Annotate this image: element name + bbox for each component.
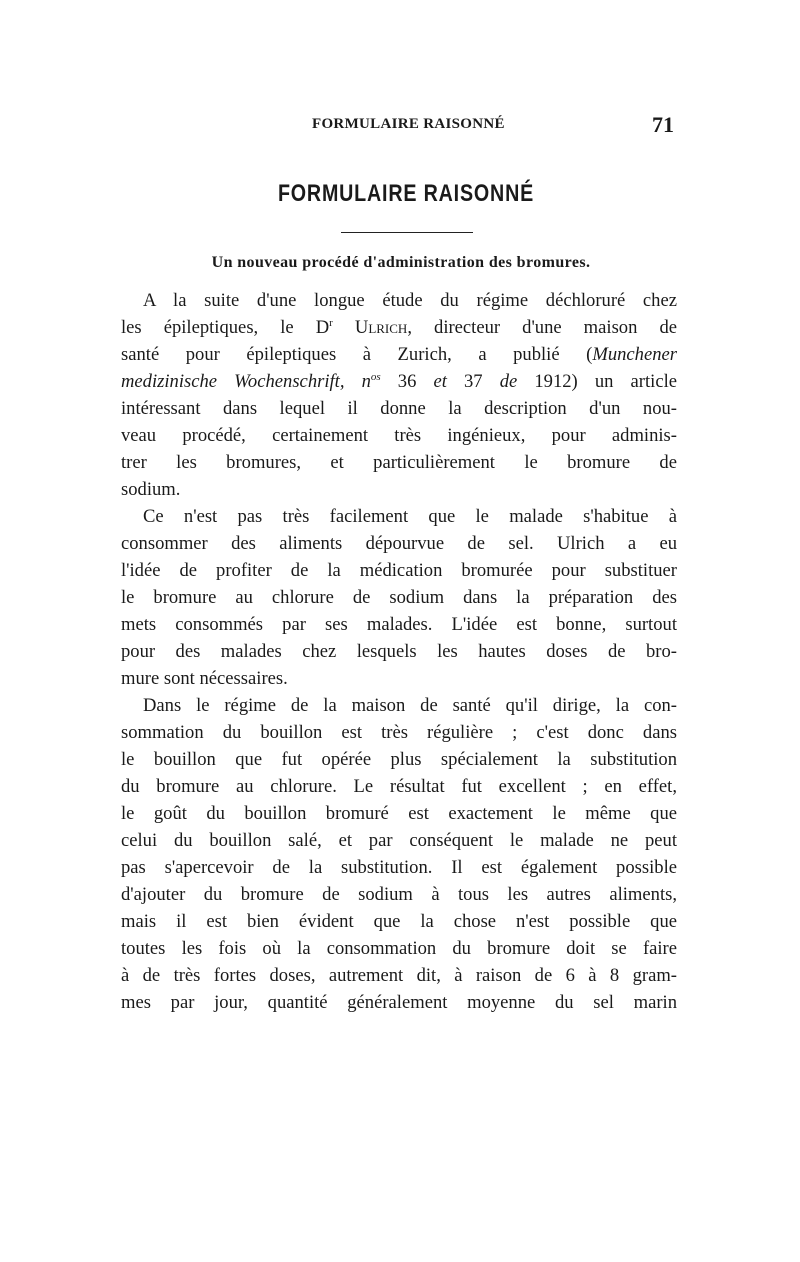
paragraph-2-line-6: pour des malades chez lesquels les hautes doses de bro- (121, 641, 677, 662)
paragraph-3-line-1: Dans le régime de la maison de santé qu'il dirige, la con- (143, 695, 677, 716)
paragraph-1-line-2: les épileptiques, le $D^r$ Ulrich, directeur d'une maison de (121, 316, 677, 338)
paragraph-2-line-5: mets consommés par ses malades. L'idée est bonne, surtout (121, 614, 677, 635)
doctor-name: Ulrich (354, 317, 408, 338)
title-divider (341, 232, 473, 233)
paragraph-3-line-11: à de très fortes doses, autrement dit, à raison de 6 à 8 gram- (121, 965, 677, 986)
paragraph-2-line-2: consommer des aliments dépourvue de sel. Ulrich a eu (121, 533, 677, 554)
paragraph-1-line-6: veau procédé, certainement très ingénieux, pour adminis- (121, 425, 677, 446)
paragraph-1-line-7: trer les bromures, et particulièrement le bromure de (121, 452, 677, 473)
paragraph-3-line-8: d'ajouter du bromure de sodium à tous les autres aliments, (121, 884, 677, 905)
paragraph-3-line-10: toutes les fois où la consommation du bromure doit se faire (121, 938, 677, 959)
paragraph-1-line-1: A la suite d'une longue étude du régime déchloruré chez (143, 290, 677, 311)
section-title: FORMULAIRE RAISONNÉ (277, 180, 535, 207)
running-header (0, 112, 800, 140)
paragraph-1-line-8: sodium. (121, 479, 181, 500)
paragraph-3-line-2: sommation du bouillon est très régulière ; c'est donc dans (121, 722, 677, 743)
paragraph-1-line-5: intéressant dans lequel il donne la description d'un nou- (121, 398, 677, 419)
paragraph-3-line-7: pas s'apercevoir de la substitution. Il est également possible (121, 857, 677, 878)
paragraph-3-line-3: le bouillon que fut opérée plus spécialement la substitution (121, 749, 677, 770)
body-text (121, 287, 677, 1016)
paragraph-2-line-7: mure sont nécessaires. (121, 668, 288, 689)
paragraph-3-line-4: du bromure au chlorure. Le résultat fut excellent ; en effet, (121, 776, 677, 797)
paragraph-2-line-4: le bromure au chlorure de sodium dans la préparation des (121, 587, 677, 608)
running-title: FORMULAIRE RAISONNÉ (312, 116, 505, 132)
paragraph-1-line-3: santé pour épileptiques à Zurich, a publié (Munchener (121, 344, 677, 365)
paragraph-2-line-1: Ce n'est pas très facilement que le malade s'habitue à (143, 506, 677, 527)
paragraph-3-line-9: mais il est bien évident que la chose n'est possible que (121, 911, 677, 932)
page-number: 71 (652, 112, 674, 137)
paragraph-2-line-3: l'idée de profiter de la médication bromurée pour substituer (121, 560, 677, 581)
journal-name: Munchener (592, 344, 677, 365)
paragraph-1-line-4: medizinische Wochenschrift, $n^{os}$ 36 et 37 de 1912) un article (121, 370, 677, 392)
paragraph-3-line-6: celui du bouillon salé, et par conséquent le malade ne peut (121, 830, 677, 851)
paragraph-3-line-5: le goût du bouillon bromuré est exactement le même que (121, 803, 677, 824)
paragraph-3-line-12: mes par jour, quantité généralement moyenne du sel marin (121, 992, 677, 1013)
section-subtitle: Un nouveau procédé d'administration des bromures. (211, 254, 591, 271)
